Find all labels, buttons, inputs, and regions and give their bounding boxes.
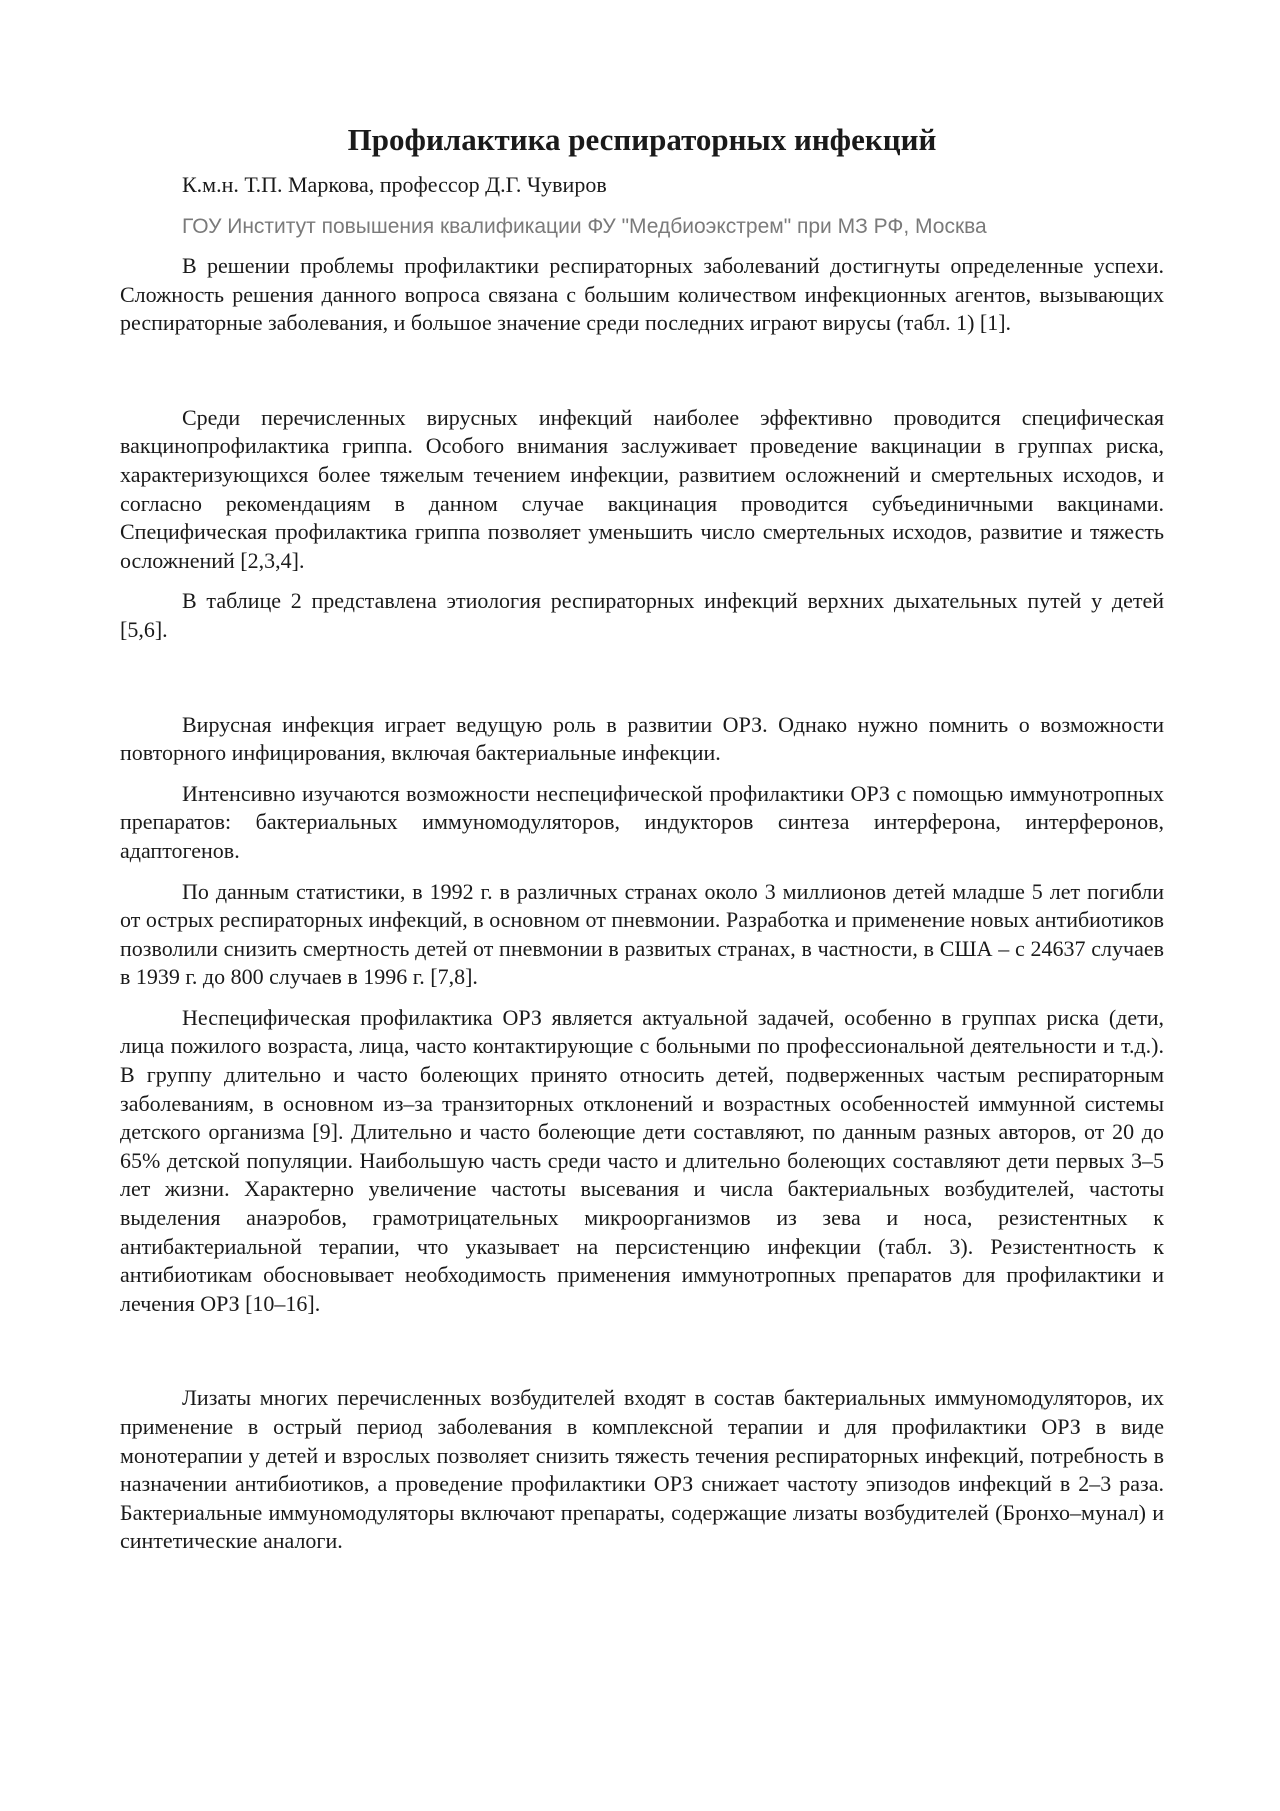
paragraph: Лизаты многих перечисленных возбудителей входят в состав бактериальных иммуномодуляторов, их применение в острый период заболевания в комплексной терапии и для профилактики ОРЗ в виде монотерапии у детей и взрослых позволяет снизить тяжесть течения респираторных инфекций, потребность в назначении антибиотиков, а проведение профилактики ОРЗ снижает частоту эпизодов инфекций в 2–3 раза. Бактериальные иммуномодуляторы включают препараты, содержащие лизаты возбудителей (Бронхо–мунал) и синтетические аналоги. — [120, 1385, 1164, 1554]
paragraph: В таблице 2 представлена этиология респираторных инфекций верхних дыхательных путей у детей [5,6]. — [120, 588, 1164, 642]
paragraph: Вирусная инфекция играет ведущую роль в развитии ОРЗ. Однако нужно помнить о возможности повторного инфицирования, включая бактериальные инфекции. — [120, 711, 1164, 766]
paragraph: Неспецифическая профилактика ОРЗ является актуальной задачей, особенно в группах риска (дети, лица пожилого возраста, лица, часто контактирующие с больными по профессиональной деятельности и т.д.). В группу длительно и часто болеющих принято относить детей, подверженных частым респираторным заболеваниям, в основном из–за транзиторных отклонений и возрастных особенностей иммунной системы детского организма [9]. Длительно и часто болеющие дети составляют, по данным разных авторов, от 20 до 65% детской популяции. Наибольшую часть среди часто и длительно болеющих составляют дети первых 3–5 лет жизни. Характерно увеличение частоты высевания и числа бактериальных возбудителей, частоты выделения анаэробов, грамотрицательных микроорганизмов из зева и носа, резистентных к антибактериальной терапии, что указывает на персистенцию инфекции (табл. 3). Резистентность к антибиотикам обосновывает необходимость применения иммунотропных препаратов для профилактики и лечения ОРЗ [10–16]. — [120, 1004, 1164, 1316]
page-title: Профилактика респираторных инфекций — [347, 122, 937, 157]
authors-line: К.м.н. Т.П. Маркова, профессор Д.Г. Чувиров — [182, 172, 607, 197]
paragraph: По данным статистики, в 1992 г. в различных странах около 3 миллионов детей младше 5 лет погибли от острых респираторных инфекций, в основном от пневмонии. Разработка и применение новых антибиотиков позволили снизить смертность детей от пневмонии в развитых странах, в частности, в США – с 24637 случаев в 1939 г. до 800 случаев в 1996 г. [7,8]. — [120, 878, 1164, 990]
affiliation-line: ГОУ Институт повышения квалификации ФУ "Медбиоэкстрем" при МЗ РФ, Москва — [182, 215, 987, 238]
paragraph: В решении проблемы профилактики респираторных заболеваний достигнуты определенные успехи. Сложность решения данного вопроса связана с большим количеством инфекционных агентов, вызывающих респираторные заболевания, и большое значение среди последних играют вирусы (табл. 1) [1]. — [120, 253, 1164, 336]
paragraph: Интенсивно изучаются возможности неспецифической профилактики ОРЗ с помощью иммунотропных препаратов: бактериальных иммуномодуляторов, индукторов синтеза интерферона, интерферонов, адаптогенов. — [120, 780, 1164, 863]
paragraph: Среди перечисленных вирусных инфекций наиболее эффективно проводится специфическая вакцинопрофилактика гриппа. Особого внимания заслуживает проведение вакцинации в группах риска, характеризующихся более тяжелым течением инфекции, развитием осложнений и смертельных исходов, и согласно рекомендациям в данном случае вакцинация проводится субъединичными вакцинами. Специфическая профилактика гриппа позволяет уменьшить число смертельных исходов, развитие и тяжесть осложнений [2,3,4]. — [120, 404, 1164, 573]
